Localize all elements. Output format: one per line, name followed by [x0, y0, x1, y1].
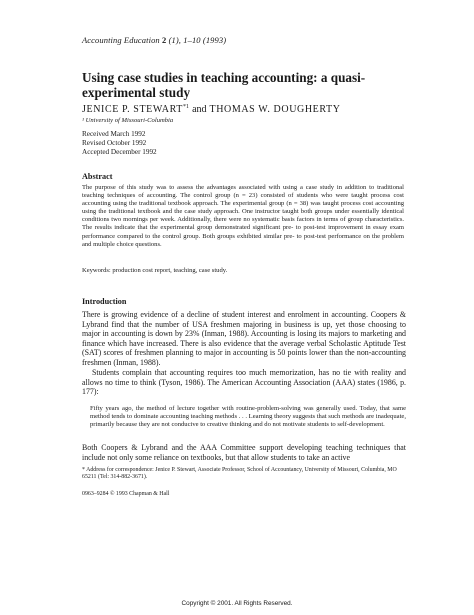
author-1-name: JENICE P. STEWART	[82, 104, 183, 115]
author-connector: and	[192, 104, 207, 115]
block-quote: Fifty years ago, the method of lecture together with routine-problem-solving was generally used. Today, that same method tends to dominate accounting teaching methods . . . Learning theory suggests that such methods are inadequate, primarily because they are not conducive to creative thinking and do not motivate students to self-development.	[90, 405, 406, 429]
journal-volume: 2	[162, 35, 167, 45]
correspondence-footnote: * Address for correspondence: Jenice P. Stewart, Associate Professor, School of Accountancy, University of Missouri, Columbia, MO 65211 (Tel: 314-882-3671).	[82, 467, 397, 481]
author-line	[82, 104, 341, 115]
received-date: Received March 1992	[82, 130, 146, 138]
page-copyright-footer: Copyright © 2001. All Rights Reserved.	[181, 600, 293, 607]
journal-citation	[82, 35, 226, 45]
keywords: Keywords: production cost report, teaching, case study.	[82, 267, 228, 274]
author-2-name: THOMAS W. DOUGHERTY	[209, 104, 341, 115]
submission-dates	[82, 130, 157, 157]
journal-name: Accounting Education	[82, 35, 160, 45]
abstract-heading: Abstract	[82, 172, 113, 181]
introduction-paragraph-3: Both Coopers & Lybrand and the AAA Committee support developing teaching techniques that include not only some reliance on textbooks, but that allow students to take an active	[82, 443, 406, 462]
introduction-paragraph-2: Students complain that accounting requires too much memorization, has no tie with reality and allows no time to think (Tyson, 1986). The American Accounting Association (AAA) states (1986, p. 177):	[82, 368, 406, 397]
issn-copyright-line: 0963–9284 © 1993 Chapman & Hall	[82, 491, 170, 497]
abstract-text: The purpose of this study was to assess the advantages associated with using a case study in addition to traditional teaching techniques of accounting. The control group (n = 23) consisted of students who were taught process cost accounting using the traditional textbook approach. The experimental group (n = 38) was taught process cost accounting using the traditional textbook and the case study approach. One instructor taught both groups under essentially identical conditions two mornings per week. Additionally, there were no systematic basis factors in terms of group characteristics. The results indicate that the experimental group demonstrated significant pre- to post-test improvement in essay exam performance compared to the control group. Both groups exhibited similar pre- to post-test performance on the problem and multiple choice questions.	[82, 184, 404, 248]
introduction-paragraph-1: There is growing evidence of a decline of student interest and enrolment in accounting. Coopers & Lybrand find that the number of USA freshmen majoring in business is up, yet those choosing to major in accounting is down by 23% (Inman, 1988). Accounting is losing its majors to marketing and finance which have increased. There is also evidence that the average verbal Scholastic Aptitude Test (SAT) scores of freshmen planning to major in accounting is 50 points lower than the non-accounting freshmen (Inman, 1988).	[82, 310, 406, 367]
author-1-superscript: *1	[183, 104, 189, 110]
introduction-heading: Introduction	[82, 297, 127, 306]
journal-issue-pages: (1), 1–10 (1993)	[166, 35, 227, 45]
accepted-date: Accepted December 1992	[82, 148, 157, 156]
revised-date: Revised October 1992	[82, 139, 147, 147]
article-title: Using case studies in teaching accounting: a quasi-experimental study	[82, 70, 366, 100]
author-affiliation: ¹ University of Missouri-Columbia	[82, 117, 174, 124]
